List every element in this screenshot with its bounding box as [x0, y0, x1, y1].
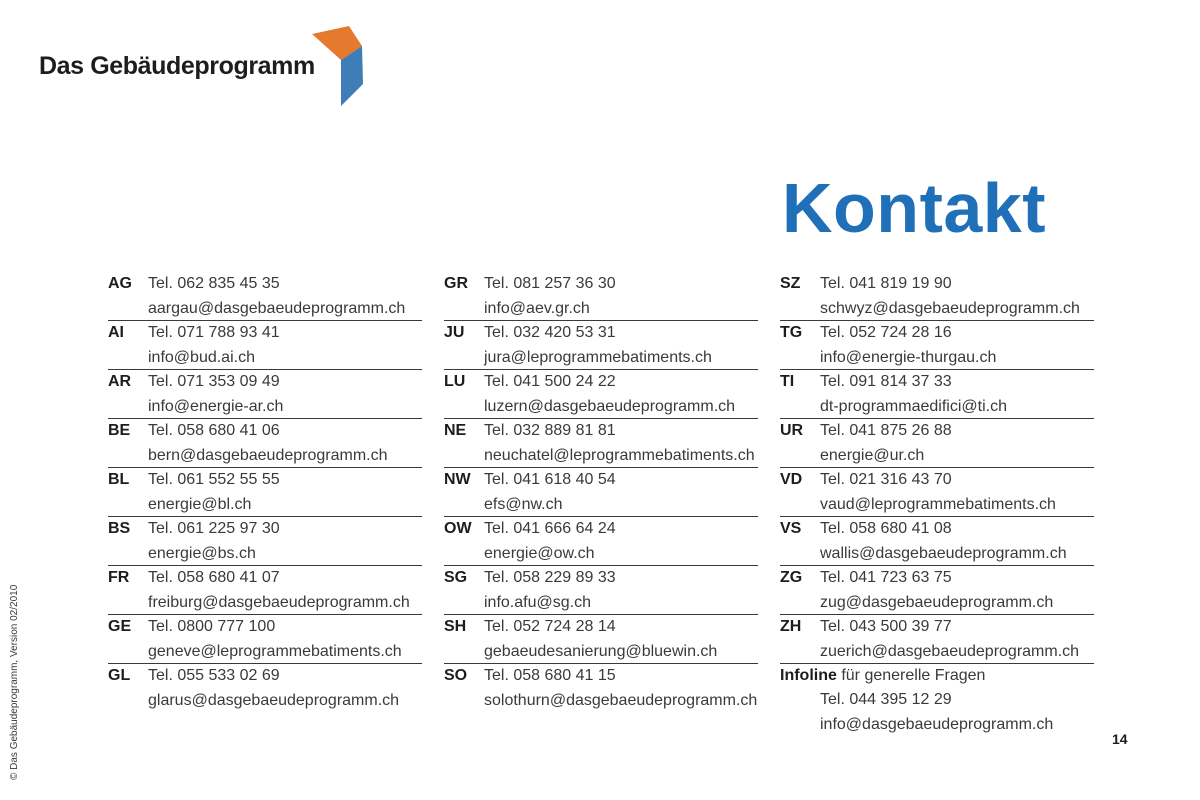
canton-entry [780, 272, 1094, 321]
canton-phone: Tel. 071 788 93 41 [148, 324, 280, 341]
canton-entry [444, 419, 758, 468]
canton-code: LU [444, 373, 466, 390]
canton-phone: Tel. 071 353 09 49 [148, 373, 280, 390]
canton-phone: Tel. 055 533 02 69 [148, 667, 280, 684]
canton-email[interactable]: jura@leprogrammebatiments.ch [484, 349, 712, 366]
canton-code: JU [444, 324, 465, 341]
contact-column-1 [108, 272, 422, 712]
canton-email[interactable]: gebaeudesanierung@bluewin.ch [484, 643, 718, 660]
canton-email[interactable]: glarus@dasgebaeudeprogramm.ch [148, 692, 400, 709]
canton-phone: Tel. 058 680 41 15 [484, 667, 616, 684]
canton-phone: Tel. 0800 777 100 [148, 618, 276, 635]
canton-phone: Tel. 043 500 39 77 [820, 618, 952, 635]
canton-code: NE [444, 422, 467, 439]
brand-logo-icon [310, 22, 366, 108]
infoline-label: Infoline [780, 667, 837, 684]
infoline-description: für generelle Fragen [836, 667, 986, 684]
canton-phone: Tel. 058 680 41 08 [820, 520, 952, 537]
canton-phone: Tel. 032 889 81 81 [484, 422, 616, 439]
canton-phone: Tel. 052 724 28 16 [820, 324, 952, 341]
canton-phone: Tel. 041 723 63 75 [820, 569, 952, 586]
canton-entry [780, 419, 1094, 468]
canton-email[interactable]: info.afu@sg.ch [484, 594, 591, 611]
canton-phone: Tel. 058 680 41 06 [148, 422, 280, 439]
canton-email[interactable]: schwyz@dasgebaeudeprogramm.ch [820, 300, 1080, 317]
canton-email[interactable]: neuchatel@leprogrammebatiments.ch [484, 447, 755, 464]
infoline-heading [780, 667, 985, 685]
canton-email[interactable]: energie@bl.ch [148, 496, 252, 513]
canton-code: AG [108, 275, 132, 292]
canton-entry [108, 664, 422, 712]
canton-phone: Tel. 021 316 43 70 [820, 471, 952, 488]
canton-email[interactable]: energie@ow.ch [484, 545, 595, 562]
canton-entry [780, 468, 1094, 517]
canton-phone: Tel. 061 552 55 55 [148, 471, 280, 488]
canton-code: BS [108, 520, 131, 537]
canton-entry [108, 419, 422, 468]
canton-entry [444, 321, 758, 370]
canton-code: TG [780, 324, 803, 341]
contact-column-3 [780, 272, 1094, 740]
infoline-entry [780, 664, 1094, 740]
canton-entry [108, 370, 422, 419]
canton-email[interactable]: zuerich@dasgebaeudeprogramm.ch [820, 643, 1080, 660]
canton-email[interactable]: dt-programmaedifici@ti.ch [820, 398, 1007, 415]
copyright-note: © Das Gebäudeprogramm, Version 02/2010 [9, 584, 20, 780]
canton-code: SZ [780, 275, 801, 292]
canton-entry [108, 468, 422, 517]
canton-entry [108, 272, 422, 321]
canton-entry [444, 615, 758, 664]
canton-email[interactable]: luzern@dasgebaeudeprogramm.ch [484, 398, 736, 415]
canton-entry [108, 566, 422, 615]
canton-entry [780, 615, 1094, 664]
canton-phone: Tel. 058 229 89 33 [484, 569, 616, 586]
canton-code: TI [780, 373, 795, 390]
canton-phone: Tel. 041 875 26 88 [820, 422, 952, 439]
canton-phone: Tel. 058 680 41 07 [148, 569, 280, 586]
canton-code: OW [444, 520, 472, 537]
canton-email[interactable]: efs@nw.ch [484, 496, 563, 513]
canton-entry [780, 517, 1094, 566]
brand-name: Das Gebäudeprogramm [39, 52, 315, 80]
canton-code: SG [444, 569, 468, 586]
page-number: 14 [1112, 731, 1128, 747]
canton-code: GL [108, 667, 131, 684]
canton-code: UR [780, 422, 804, 439]
canton-entry [108, 517, 422, 566]
canton-code: SO [444, 667, 468, 684]
canton-code: BE [108, 422, 131, 439]
canton-email[interactable]: info@energie-ar.ch [148, 398, 284, 415]
canton-email[interactable]: geneve@leprogrammebatiments.ch [148, 643, 402, 660]
canton-email[interactable]: bern@dasgebaeudeprogramm.ch [148, 447, 388, 464]
canton-phone: Tel. 041 618 40 54 [484, 471, 616, 488]
canton-phone: Tel. 091 814 37 33 [820, 373, 952, 390]
canton-code: AI [108, 324, 124, 341]
infoline-email[interactable]: info@dasgebaeudeprogramm.ch [820, 716, 1054, 733]
canton-entry [444, 566, 758, 615]
canton-phone: Tel. 041 500 24 22 [484, 373, 616, 390]
canton-email[interactable]: solothurn@dasgebaeudeprogramm.ch [484, 692, 758, 709]
canton-code: ZH [780, 618, 802, 635]
contact-column-2 [444, 272, 758, 712]
canton-email[interactable]: aargau@dasgebaeudeprogramm.ch [148, 300, 406, 317]
canton-email[interactable]: wallis@dasgebaeudeprogramm.ch [820, 545, 1067, 562]
canton-phone: Tel. 041 819 19 90 [820, 275, 952, 292]
canton-email[interactable]: vaud@leprogrammebatiments.ch [820, 496, 1056, 513]
page-title: Kontakt [782, 169, 1047, 247]
canton-phone: Tel. 081 257 36 30 [484, 275, 616, 292]
canton-entry [444, 370, 758, 419]
canton-email[interactable]: zug@dasgebaeudeprogramm.ch [820, 594, 1054, 611]
canton-entry [108, 321, 422, 370]
canton-entry [444, 468, 758, 517]
canton-entry [444, 664, 758, 712]
canton-entry [780, 370, 1094, 419]
canton-code: FR [108, 569, 130, 586]
canton-phone: Tel. 032 420 53 31 [484, 324, 616, 341]
canton-email[interactable]: info@aev.gr.ch [484, 300, 590, 317]
canton-code: VD [780, 471, 803, 488]
canton-email[interactable]: freiburg@dasgebaeudeprogramm.ch [148, 594, 410, 611]
canton-code: BL [108, 471, 130, 488]
canton-phone: Tel. 062 835 45 35 [148, 275, 280, 292]
canton-email[interactable]: info@bud.ai.ch [148, 349, 255, 366]
infoline-phone: Tel. 044 395 12 29 [820, 691, 952, 708]
canton-code: AR [108, 373, 132, 390]
canton-phone: Tel. 061 225 97 30 [148, 520, 280, 537]
canton-entry [444, 272, 758, 321]
canton-phone: Tel. 052 724 28 14 [484, 618, 616, 635]
canton-entry [780, 321, 1094, 370]
canton-code: SH [444, 618, 467, 635]
canton-entry [780, 566, 1094, 615]
canton-email[interactable]: info@energie-thurgau.ch [820, 349, 997, 366]
canton-code: GE [108, 618, 132, 635]
canton-entry [444, 517, 758, 566]
canton-email[interactable]: energie@bs.ch [148, 545, 256, 562]
canton-code: GR [444, 275, 468, 292]
canton-email[interactable]: energie@ur.ch [820, 447, 925, 464]
canton-code: NW [444, 471, 471, 488]
canton-phone: Tel. 041 666 64 24 [484, 520, 616, 537]
canton-code: VS [780, 520, 802, 537]
canton-code: ZG [780, 569, 803, 586]
canton-entry [108, 615, 422, 664]
